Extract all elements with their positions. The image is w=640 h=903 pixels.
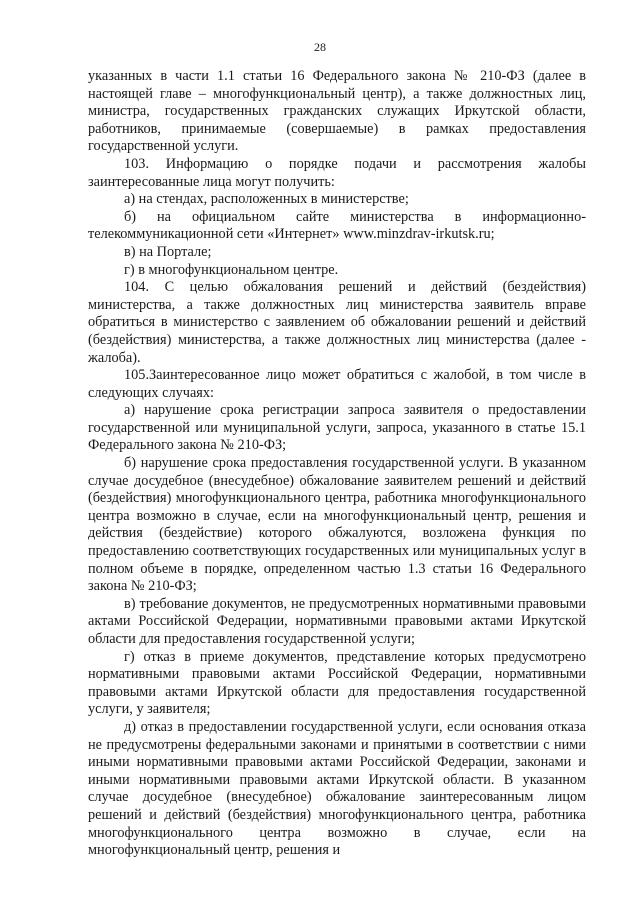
list-item-b: б) на официальном сайте министерства в информационно-телекоммуникационной сети «Интернет» www.minzdrav-irkutsk.ru; [88,208,586,243]
paragraph-105: 105.Заинтересованное лицо может обратиться с жалобой, в том числе в следующих случаях: [88,367,586,401]
paragraph-104: 104. С целью обжалования решений и действий (бездействия) министерства, а также должностных лиц министерства заявитель вправе обратиться в министерство с заявлением об обжаловании решений и действий (бездействия) министерства, а также должностных лиц министерства (далее - жалоба). [88,279,586,366]
case-item-d: д) отказ в предоставлении государственной услуги, если основания отказа не предусмотрены федеральными законами и принятыми в соответствии с ними иными нормативными правовыми актами Российской Федерации, законами и иными нормативными правовыми актами Иркутской области. В указанном случае досудебное (внесудебное) обжалование заинтересованным лицом решений и действий (бездействия) многофункционального центра, работника многофункционального центра возможно в случае, если на многофункциональный центр, решения и [88,718,586,859]
list-item-v: в) на Портале; [124,243,212,260]
case-item-b: б) нарушение срока предоставления государственной услуги. В указанном случае досудебное (внесудебное) обжалование заявителем решений и действий (бездействия) многофункционального центра, работника многофункционального центра возможно в случае, если на многофункциональный центр, решения и действия (бездействие) которого обжалуются, возложена функция по предоставлению соответствующих государственных или муниципальных услуг в полном объеме в порядке, определенном частью 1.3 статьи 16 Федерального закона № 210-ФЗ; [88,455,586,595]
page-number: 28 [314,40,326,54]
case-item-g: г) отказ в приеме документов, представление которых предусмотрено нормативными правовыми актами Российской Федерации, нормативными правовыми актами Иркутской области для предоставления государственной услуги, у заявителя; [88,648,586,718]
list-item-a: а) на стендах, расположенных в министерстве; [124,191,409,208]
case-item-a: а) нарушение срока регистрации запроса заявителя о предоставлении государственной или муниципальной услуги, запроса, указанного в статье 15.1 Федерального закона № 210-ФЗ; [88,402,586,454]
paragraph-continuation: указанных в части 1.1 статьи 16 Федерального закона № 210-ФЗ (далее в настоящей главе – многофункциональный центр), а также должностных лиц, министра, государственных гражданских служащих Иркутской области, работников, принимаемые (совершаемые) в рамках предоставления государственной услуги. [88,68,586,155]
case-item-v: в) требование документов, не предусмотренных нормативными правовыми актами Российской Федерации, нормативными правовыми актами Иркутской области для предоставления государственной услуги; [88,595,586,647]
document-body [88,68,586,860]
paragraph-103: 103. Информацию о порядке подачи и рассмотрения жалобы заинтересованные лица могут получить: [88,155,586,190]
list-item-g: г) в многофункциональном центре. [124,261,339,278]
